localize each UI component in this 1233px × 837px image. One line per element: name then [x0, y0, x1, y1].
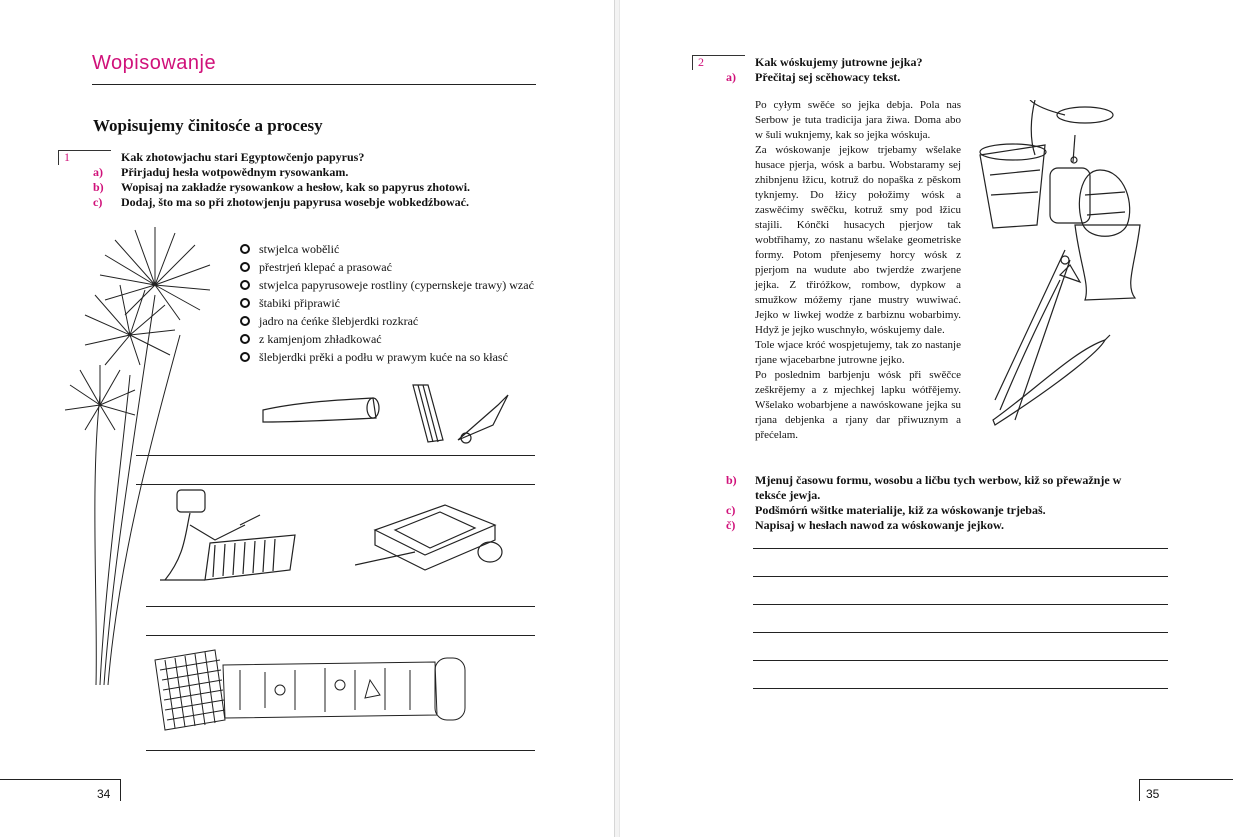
page-number-right: 35 — [1146, 787, 1160, 801]
checkbox-circle-icon[interactable] — [240, 316, 250, 326]
task-text: Wopisaj na zakładźe rysowankow a hesłow, kak so papyrus zhotowi. — [121, 180, 471, 194]
checklist-item[interactable]: z kamjenjom zhładkować — [240, 330, 534, 348]
papyrus-plant-illustration — [60, 225, 230, 695]
checklist-item[interactable]: štabiki připrawić — [240, 294, 534, 312]
exercise-heading: Kak zhotowjachu stari Egyptowčenjo papyrus? — [121, 150, 365, 164]
stalk-and-tools-illustration — [258, 380, 528, 450]
checkbox-circle-icon[interactable] — [240, 352, 250, 362]
checklist-item[interactable]: šlebjerdki prěki a podłu w prawym kuće na so kłasć — [240, 348, 534, 366]
task-text: Podšmórń wšitke materialije, kiž za wóskowanje trjebaš. — [755, 503, 1046, 517]
exercise-heading: Kak wóskujemy jutrowne jejka? — [755, 55, 923, 69]
task-text: Napisaj w hesłach nawod za wóskowanje jejkow. — [755, 518, 1005, 532]
task-text: Přečitaj sej scěhowacy tekst. — [755, 70, 901, 84]
checkbox-circle-icon[interactable] — [240, 244, 250, 254]
task-text: Dodaj, što ma so při zhotowjenju papyrusa wosebje wobkedźbować. — [121, 195, 470, 209]
reading-text — [755, 98, 961, 443]
checkbox-circle-icon[interactable] — [240, 334, 250, 344]
answer-line[interactable] — [753, 548, 1168, 549]
footer-rule — [1139, 779, 1233, 780]
reading-paragraph: Za wóskowanje jejkow trjebamy wšelake husace pjerja, wósk a barbu. Wobstaramy sej zhibnjenu łžicu, kotruž do nopaška z pěskom tyknjemy. Do łžicy połožimy wósk a zaswěćimy swěčku, kotruž smy pod łžicu stajili. Kónčki husacych pjerjow tak wobtřihamy, zo nastanu wšelake geometriske formy. Potom přenjesemy horcy wósk z pjerjom na wudute abo twjerdźe zwarjene jejka. Z třiróžkow, rombow, dypkow a smužkow móžemy rjane mustry wuwiwać. Jejko w liwkej wodźe z barbiznu wobarbimy. Hdyž je jejko wuschnyło, wóskujemy dale. — [755, 144, 961, 336]
answer-line[interactable] — [136, 455, 535, 456]
task-text: Přirjaduj hesła wotpowědnym rysowankam. — [121, 165, 349, 179]
answer-line[interactable] — [146, 606, 535, 607]
checklist — [240, 240, 534, 366]
checkbox-circle-icon[interactable] — [240, 298, 250, 308]
task-letter: č) — [726, 518, 736, 532]
task-letter: b) — [93, 180, 104, 194]
answer-line[interactable] — [753, 688, 1168, 689]
title-rule — [92, 84, 536, 85]
task-letter: a) — [93, 165, 103, 179]
task-letter: c) — [726, 503, 736, 517]
checklist-item[interactable]: stwjelca papyrusoweje rostliny (cypernskeje trawy) wzać — [240, 276, 534, 294]
reading-paragraph: Tole wjace króć wospjetujemy, tak zo nastanje rjane wjacebarbne jutrowne jejko. — [755, 339, 961, 366]
footer-tick — [120, 779, 121, 801]
checklist-item[interactable]: jadro na ćeńke šlebjerdki rozkrać — [240, 312, 534, 330]
papyrus-press-illustration — [355, 490, 515, 575]
checklist-item[interactable]: stwjelca wobělić — [240, 240, 534, 258]
reading-paragraph: Po cyłym swěće so jejka debja. Pola nas Serbow je tuta tradicija jara žiwa. Doma abo w šuli wuknjemy, kak so jejka wóskuja. — [755, 99, 961, 141]
answer-line[interactable] — [146, 750, 535, 751]
task-letter: c) — [93, 195, 103, 209]
section-subtitle: Wopisujemy činitosće a procesy — [93, 116, 323, 135]
egg-waxing-illustration — [975, 100, 1165, 430]
answer-line[interactable] — [753, 604, 1168, 605]
answer-line[interactable] — [753, 660, 1168, 661]
footer-tick — [1139, 779, 1140, 801]
page-number-left: 34 — [97, 787, 111, 801]
reading-paragraph: Po poslednim barbjenju wósk při swěčce zeškrějemy a z mjechkej lapku wótřějemy. Wšelako wobarbjene a nawóskowane jejka su rjana debjenka a rjany dar přiwuznym a přećelam. — [755, 369, 961, 441]
exercise-number: 1 — [64, 150, 70, 164]
task-text: Mjenuj časowu formu, wosobu a ličbu tych werbow, kiž so přewažnje w teksće jewja. — [755, 473, 1122, 502]
answer-line[interactable] — [753, 632, 1168, 633]
left-page — [0, 0, 612, 837]
answer-line[interactable] — [753, 576, 1168, 577]
checkbox-circle-icon[interactable] — [240, 262, 250, 272]
task-letter: a) — [726, 70, 736, 84]
task-letter: b) — [726, 473, 737, 487]
papyrus-scroll-illustration — [145, 640, 475, 735]
checkbox-circle-icon[interactable] — [240, 280, 250, 290]
checklist-item[interactable]: přestrjeń klepać a prasować — [240, 258, 534, 276]
egyptian-beating-illustration — [155, 485, 305, 590]
section-title: Wopisowanje — [92, 52, 217, 74]
footer-rule — [0, 779, 120, 780]
exercise-number: 2 — [698, 55, 704, 69]
answer-line[interactable] — [146, 635, 535, 636]
